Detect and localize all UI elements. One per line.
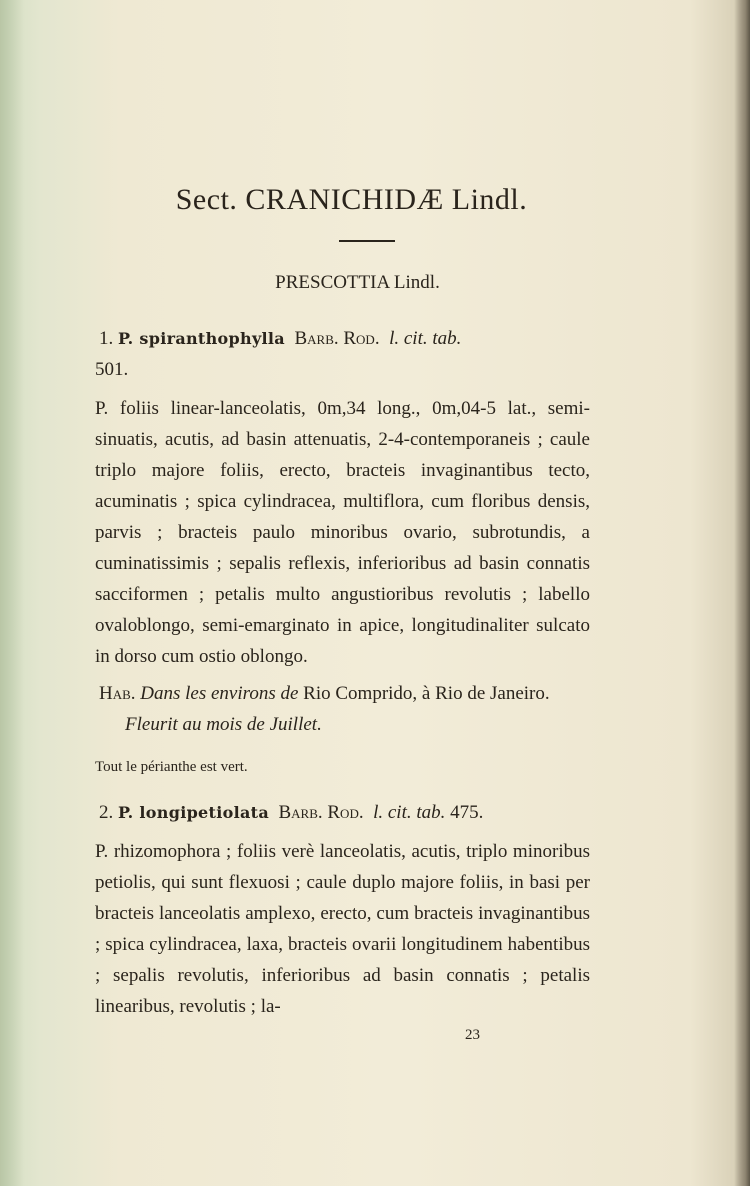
species-description-2 [95, 836, 590, 1022]
species-note-1: Tout le périanthe est vert. [95, 759, 248, 775]
page-content [95, 180, 590, 1051]
species-number: 2. [99, 802, 114, 823]
species-heading-1 [95, 323, 590, 385]
species-number: 1. [99, 328, 114, 349]
species-plate: 475. [450, 802, 484, 823]
species-description-1 [95, 393, 590, 672]
section-title: Sect. CRANICHIDÆ Lindl. [175, 183, 528, 216]
page-edge-shadow [734, 0, 750, 1186]
genus-heading: PRESCOTTIA Lindl. [275, 272, 440, 293]
habitat-1 [95, 678, 590, 740]
page-number: 23 [465, 1027, 480, 1043]
gutter-shadow [0, 0, 24, 1186]
species-reference: l. cit. tab. [389, 328, 462, 349]
title-rule [339, 240, 395, 242]
species-name: P. spiranthophylla [118, 329, 285, 348]
description-text: P. rhizomophora ; foliis verè lanceolatis, acutis, triplo minoribus petiolis, qui sunt flexuosi ; caule duplo majore foliis, in basi per bracteis lanceolatis amplexo, erecto, cum bracteis invaginantibus ; spica cylindracea, laxa, bracteis ovarii longitudinem habentibus ; sepalis revolutis, inferioribus ad basin connatis ; petalis linearibus, revolutis ; la- [95, 841, 590, 1017]
flowering-time: Fleurit au mois de Juillet. [125, 714, 322, 735]
species-author: Barb. Rod. [294, 328, 380, 349]
species-heading-2 [95, 797, 590, 828]
species-plate: 501. [95, 359, 129, 380]
description-text: P. foliis linear-lanceolatis, 0m,34 long., 0m,04-5 lat., semi-sinuatis, acutis, ad basin attenuatis, 2-4-contemporaneis ; caule triplo majore foliis, erecto, bracteis invaginantibus tecto, acuminatis ; spica cylindracea, multiflora, cum floribus densis, parvis ; bracteis paulo minoribus ovario, subrotundis, a cuminatissimis ; sepalis reflexis, inferioribus ad basin connatis sacciformen ; petalis multo angustioribus revolutis ; labello ovaloblongo, semi-emarginato in apice, longitudinaliter sulcato in dorso cum ostio oblongo. [95, 398, 590, 667]
habitat-label: Hab. [99, 683, 136, 704]
species-reference: l. cit. tab. [373, 802, 446, 823]
habitat-italic: Dans les environs de [140, 683, 299, 704]
species-author: Barb. Rod. [278, 802, 364, 823]
species-name: P. longipetiolata [118, 803, 269, 822]
habitat-place: Rio Comprido, à Rio de Janeiro. [303, 683, 550, 704]
